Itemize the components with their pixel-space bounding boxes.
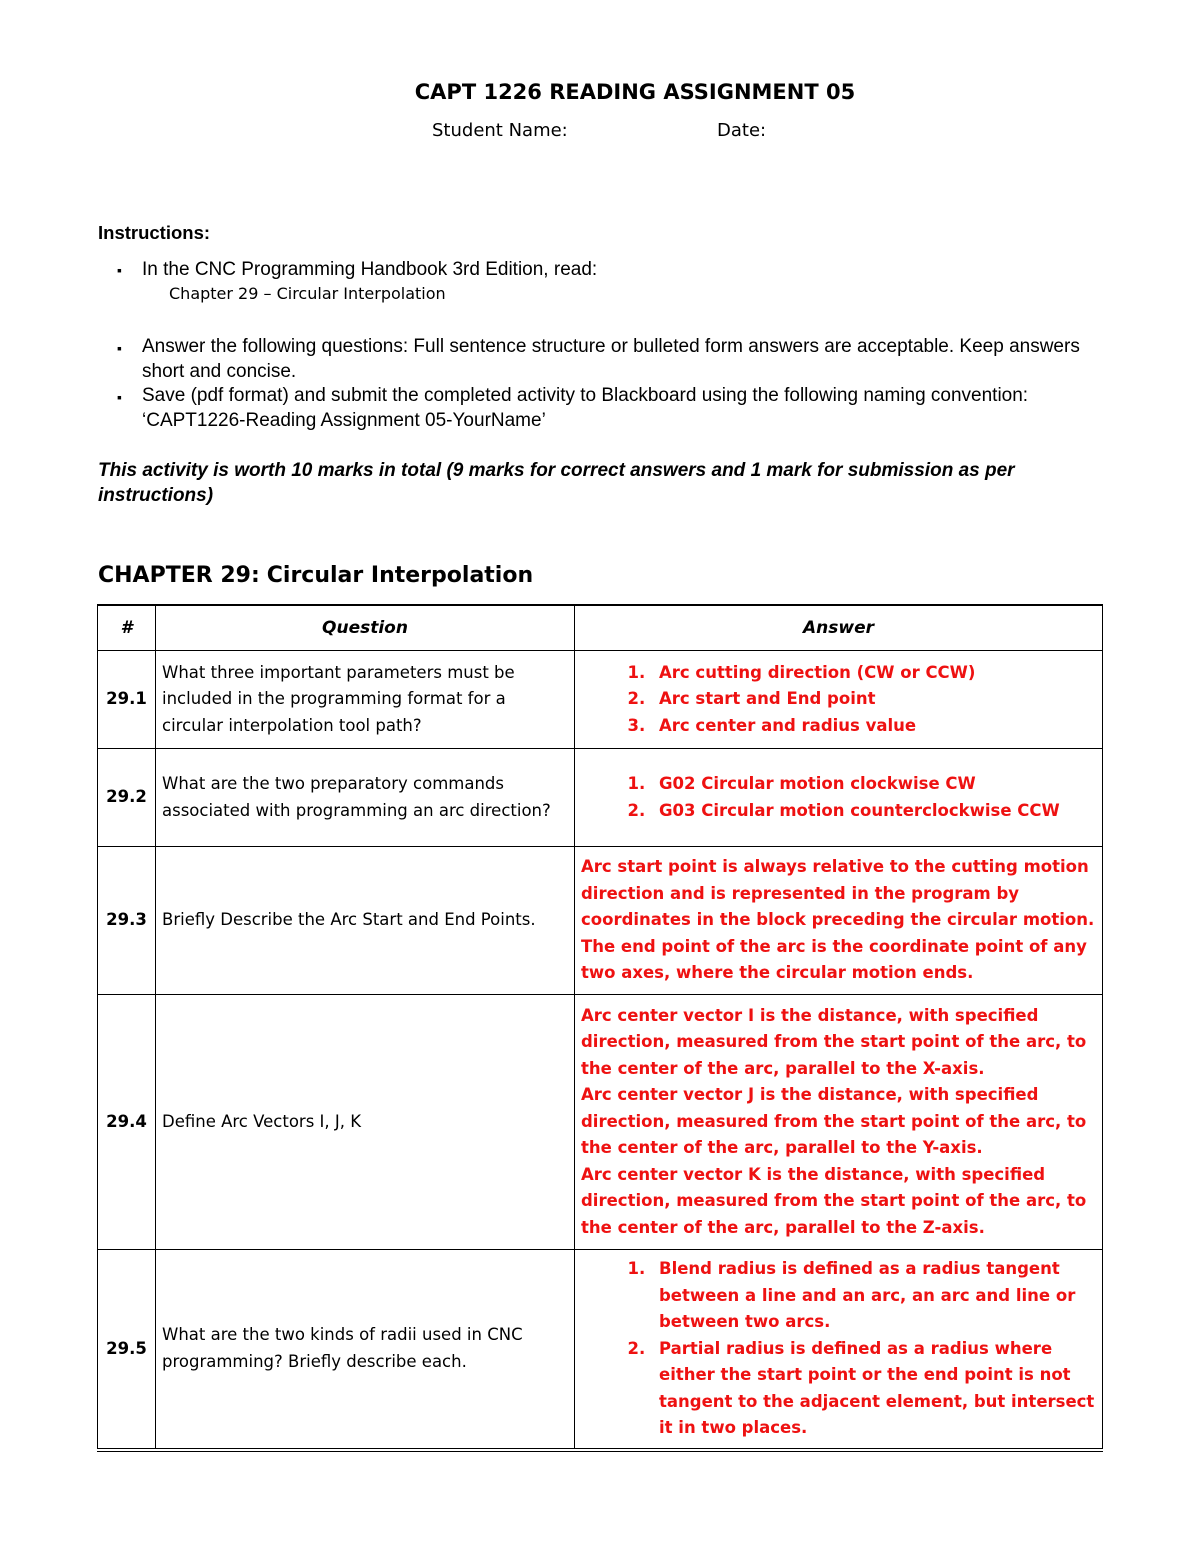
answer-cell [575, 1250, 1103, 1450]
table-row [98, 995, 1103, 1250]
table-row [98, 847, 1103, 995]
document-title: CAPT 1226 READING ASSIGNMENT 05 [414, 80, 856, 104]
answer-cell [575, 995, 1103, 1250]
bullet-icon: ▪ [117, 389, 122, 405]
answer-item: 2. G03 Circular motion counterclockwise CCW [651, 798, 1096, 825]
answer-paragraph-i: Arc center vector I is the distance, with specified direction, measured from the start point of the arc, to the center of the arc, parallel to the X-axis. [581, 1005, 1087, 1078]
answer-list [581, 660, 1096, 740]
bullet-icon: ▪ [117, 340, 122, 356]
header-number: # [98, 605, 156, 651]
question-number: 29.3 [98, 847, 156, 995]
question-number: 29.2 [98, 749, 156, 847]
answer-list [581, 771, 1096, 824]
question-text: What are the two kinds of radii used in CNC programming? Briefly describe each. [156, 1250, 575, 1450]
marks-note: This activity is worth 10 marks in total (9 marks for correct answers and 1 mark for submission as per instructions) [98, 460, 1015, 506]
instruction-item-submit: Save (pdf format) and submit the completed activity to Blackboard using the following naming convention: ‘CAPT1226-Reading Assignment 05-YourName’ [142, 385, 1029, 431]
table-row [98, 1250, 1103, 1450]
question-answer-table [97, 604, 1103, 1452]
bullet-icon: ▪ [117, 262, 122, 278]
date-label: Date: [717, 120, 767, 141]
answer-cell [575, 651, 1103, 749]
answer-cell [575, 749, 1103, 847]
chapter-label: CHAPTER 29: [98, 563, 260, 588]
instruction-chapter-reference: Chapter 29 – Circular Interpolation [169, 284, 446, 303]
chapter-name: Circular Interpolation [266, 563, 534, 588]
table-row [98, 651, 1103, 749]
answer-paragraph-j: Arc center vector J is the distance, with specified direction, measured from the start point of the arc, to the center of the arc, parallel to the Y-axis. [581, 1085, 1087, 1158]
question-text: What are the two preparatory commands associated with programming an arc direction? [156, 749, 575, 847]
question-number: 29.5 [98, 1250, 156, 1450]
answer-list [581, 1256, 1096, 1442]
answer-item: 2. Arc start and End point [651, 686, 1096, 713]
table-row [98, 749, 1103, 847]
instruction-item-read: In the CNC Programming Handbook 3rd Edition, read: [142, 259, 598, 280]
student-info-line [432, 120, 767, 141]
question-text: Define Arc Vectors I, J, K [156, 995, 575, 1250]
answer-item: 1. Arc cutting direction (CW or CCW) [651, 660, 1096, 687]
answer-item: 1. G02 Circular motion clockwise CW [651, 771, 1096, 798]
student-name-label: Student Name: [432, 120, 568, 141]
answer-cell: Arc start point is always relative to the cutting motion direction and is represented in the program by coordinates in the block preceding the circular motion. The end point of the arc is the coordinate point of any two axes, where the circular motion ends. [575, 847, 1103, 995]
instruction-item-answer: Answer the following questions: Full sentence structure or bulleted form answers are acceptable. Keep answers short and concise. [142, 336, 1080, 382]
chapter-heading [98, 563, 533, 588]
instructions-heading: Instructions: [98, 222, 211, 243]
question-number: 29.4 [98, 995, 156, 1250]
header-answer: Answer [575, 605, 1103, 651]
answer-paragraph-k: Arc center vector K is the distance, with specified direction, measured from the start point of the arc, to the center of the arc, parallel to the Z-axis. [581, 1164, 1087, 1237]
answer-item: 1. Blend radius is defined as a radius tangent between a line and an arc, an arc and line or between two arcs. [651, 1256, 1096, 1336]
table-header-row [98, 605, 1103, 651]
question-text: Briefly Describe the Arc Start and End Points. [156, 847, 575, 995]
answer-item: 3. Arc center and radius value [651, 713, 1096, 740]
answer-item: 2. Partial radius is defined as a radius where either the start point or the end point is not tangent to the adjacent element, but intersect it in two places. [651, 1336, 1096, 1442]
header-question: Question [156, 605, 575, 651]
question-number: 29.1 [98, 651, 156, 749]
question-text: What three important parameters must be included in the programming format for a circular interpolation tool path? [156, 651, 575, 749]
